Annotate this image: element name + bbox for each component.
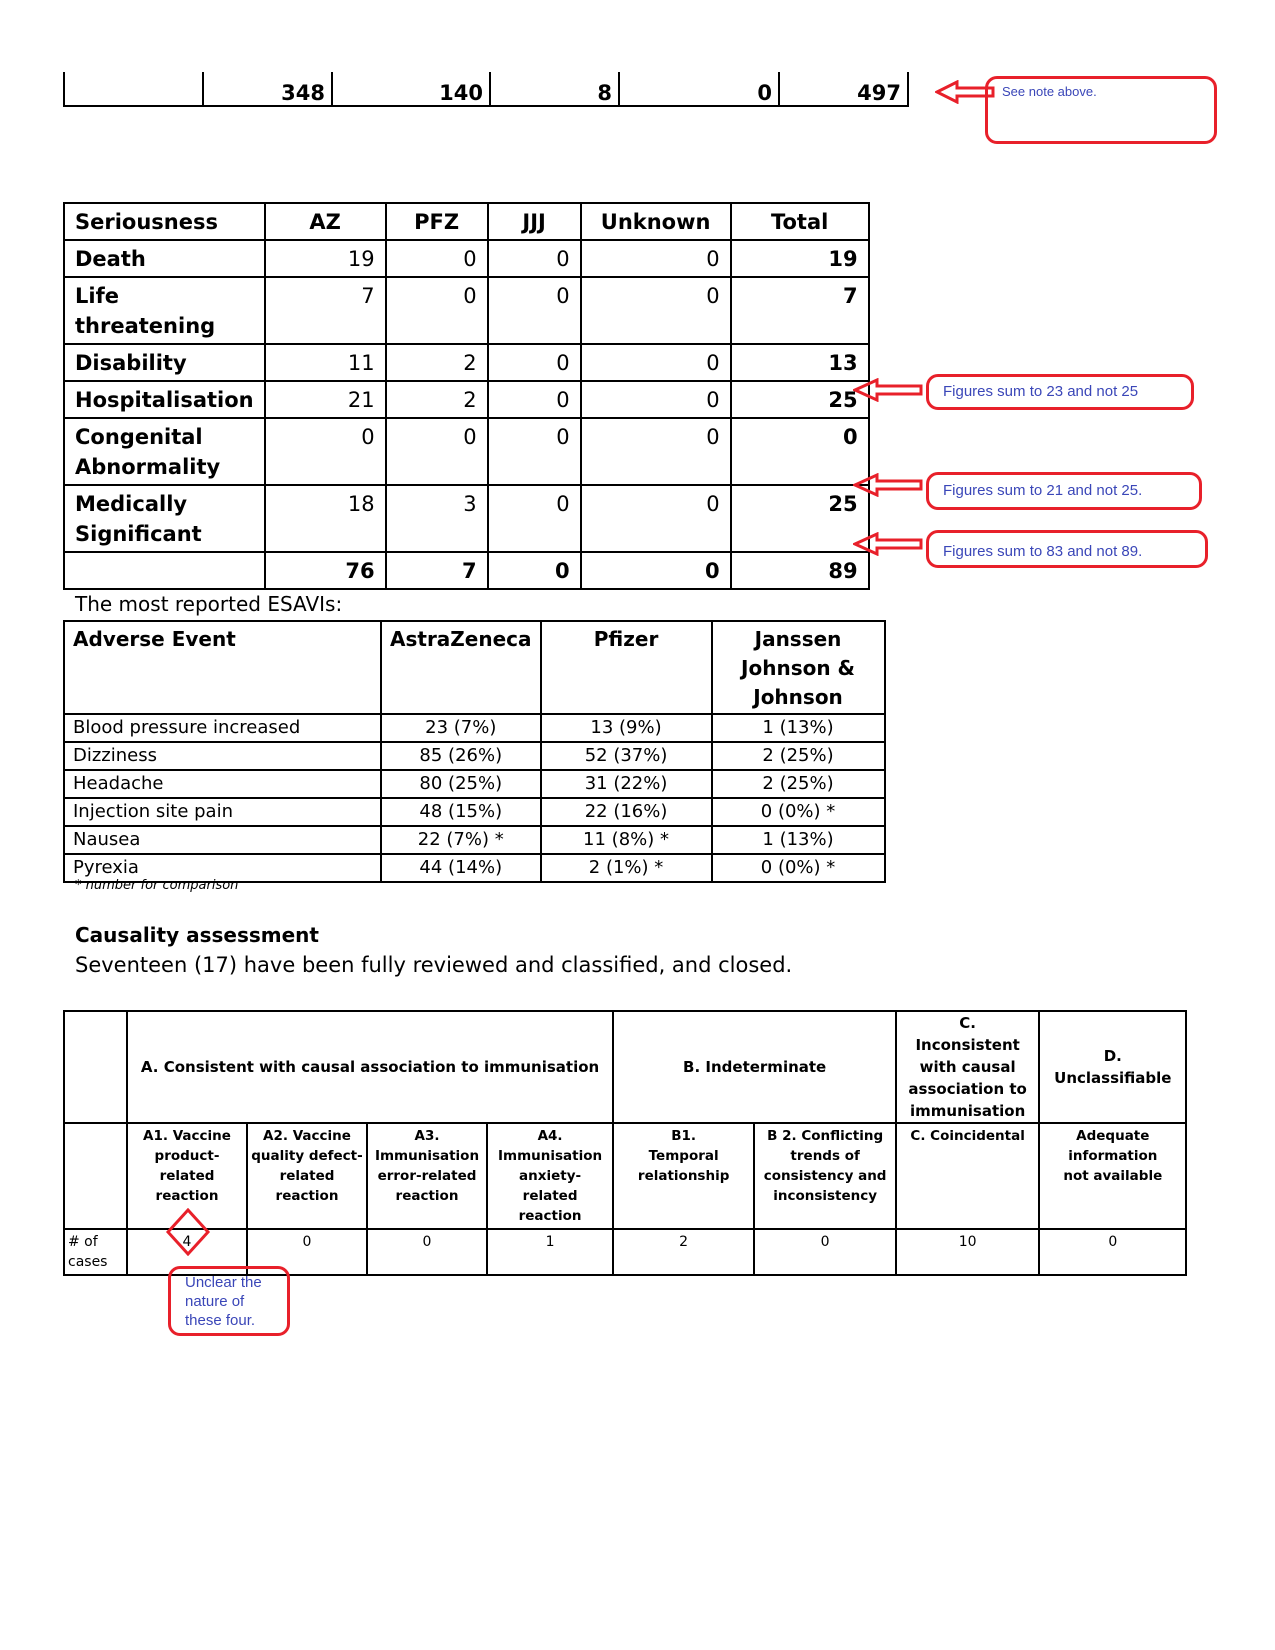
causality-heading: Causality assessment — [75, 923, 319, 947]
subheader-row — [64, 1123, 1186, 1229]
annotation-note-top — [985, 76, 1217, 144]
table-row — [64, 826, 885, 854]
row-label: Disability — [64, 344, 265, 381]
table-cell: 0 (0%) * — [712, 798, 885, 826]
total-cell: 7 — [731, 277, 869, 344]
row-label: Pyrexia — [64, 854, 381, 882]
table-cell: 0 — [581, 277, 731, 344]
count-cell: 0 — [1039, 1229, 1186, 1275]
total-cell: 19 — [731, 240, 869, 277]
total-cell: 25 — [731, 381, 869, 418]
table-cell: 2 — [386, 344, 488, 381]
column-header: Total — [731, 203, 869, 240]
total-cell: 0 — [581, 552, 731, 589]
table-cell: 1 (13%) — [712, 826, 885, 854]
table-cell: 21 — [265, 381, 386, 418]
table-cell: 2 (1%) * — [541, 854, 712, 882]
column-header: AZ — [265, 203, 386, 240]
row-label: Death — [64, 240, 265, 277]
table-cell: 0 — [581, 240, 731, 277]
table-cell: 0 — [488, 240, 581, 277]
table-cell: 0 — [488, 277, 581, 344]
column-header: JJJ — [488, 203, 581, 240]
table-cell: 0 — [581, 381, 731, 418]
table-cell: 1 (13%) — [712, 714, 885, 742]
table-row — [64, 714, 885, 742]
subheader-d: Adequate information not available — [1039, 1123, 1186, 1229]
column-header: AstraZeneca — [381, 621, 541, 714]
table-cell: 22 (7%) * — [381, 826, 541, 854]
subheader-b2: B 2. Conflicting trends of consistency and inconsistency — [754, 1123, 896, 1229]
table-cell: 0 — [488, 418, 581, 485]
arrow-left-icon — [853, 532, 923, 556]
row-label — [64, 552, 265, 589]
column-header: Adverse Event — [64, 621, 381, 714]
row-label: Medically Significant — [64, 485, 265, 552]
annotation-text: Figures sum to 23 and not 25 — [943, 383, 1139, 400]
subheader-a3: A3. Immunisation error-related reaction — [367, 1123, 487, 1229]
seriousness-table — [63, 202, 870, 590]
table-cell: 0 — [488, 381, 581, 418]
table-row — [64, 770, 885, 798]
table-row — [64, 742, 885, 770]
table-cell — [64, 72, 203, 106]
table-row — [64, 72, 908, 106]
table-cell: 11 (8%) * — [541, 826, 712, 854]
top-partial-table — [63, 72, 909, 107]
table-cell: 0 — [488, 485, 581, 552]
count-cell: 0 — [247, 1229, 367, 1275]
count-cell: 10 — [896, 1229, 1039, 1275]
annotation-text: Figures sum to 21 and not 25. — [943, 482, 1143, 499]
column-header: PFZ — [386, 203, 488, 240]
table-cell: 0 — [581, 485, 731, 552]
table-row — [64, 277, 869, 344]
subheader-c: C. Coincidental — [896, 1123, 1039, 1229]
table-cell: 48 (15%) — [381, 798, 541, 826]
row-label: Congenital Abnormality — [64, 418, 265, 485]
table-cell — [64, 1011, 127, 1123]
table-row — [64, 344, 869, 381]
table-cell: 0 — [265, 418, 386, 485]
table-cell: 52 (37%) — [541, 742, 712, 770]
esavi-footnote: * number for comparison — [75, 878, 239, 893]
row-label: Hospitalisation — [64, 381, 265, 418]
table-cell: 13 (9%) — [541, 714, 712, 742]
row-label: Nausea — [64, 826, 381, 854]
total-cell: 13 — [731, 344, 869, 381]
total-cell: 7 — [386, 552, 488, 589]
table-cell: 0 — [386, 277, 488, 344]
column-header: Janssen Johnson & Johnson — [712, 621, 885, 714]
arrow-left-icon — [853, 473, 923, 497]
subheader-a4: A4. Immunisation anxiety-related reaction — [487, 1123, 613, 1229]
annotation-text: Unclear the nature of these four. — [185, 1274, 262, 1329]
table-cell: 0 — [619, 72, 779, 106]
table-row — [64, 485, 869, 552]
row-label: Blood pressure increased — [64, 714, 381, 742]
annotation-note-hospitalisation — [926, 374, 1194, 410]
annotation-note-cases — [168, 1266, 290, 1336]
table-row — [64, 240, 869, 277]
row-label: # of cases — [64, 1229, 127, 1275]
esavi-table — [63, 620, 886, 883]
table-cell — [64, 1123, 127, 1229]
causality-table — [63, 1010, 1187, 1276]
total-cell: 76 — [265, 552, 386, 589]
table-cell: 140 — [332, 72, 490, 106]
table-cell: 3 — [386, 485, 488, 552]
table-cell: 8 — [490, 72, 619, 106]
annotation-text: Figures sum to 83 and not 89. — [943, 543, 1143, 560]
column-header: Seriousness — [64, 203, 265, 240]
count-cell: 0 — [367, 1229, 487, 1275]
table-cell: 80 (25%) — [381, 770, 541, 798]
table-cell: 497 — [779, 72, 908, 106]
table-cell: 22 (16%) — [541, 798, 712, 826]
group-header-a: A. Consistent with causal association to immunisation — [127, 1011, 613, 1123]
table-cell: 348 — [203, 72, 332, 106]
subheader-a2: A2. Vaccine quality defect-related reaction — [247, 1123, 367, 1229]
subheader-a1: A1. Vaccine product-related reaction — [127, 1123, 247, 1229]
table-cell: 2 (25%) — [712, 742, 885, 770]
esavi-caption: The most reported ESAVIs: — [75, 592, 343, 616]
column-header: Pfizer — [541, 621, 712, 714]
table-cell: 31 (22%) — [541, 770, 712, 798]
column-header: Unknown — [581, 203, 731, 240]
row-label: Headache — [64, 770, 381, 798]
count-cell: 4 — [127, 1229, 247, 1275]
table-cell: 0 — [581, 344, 731, 381]
table-cell: 0 — [488, 344, 581, 381]
annotation-text: See note above. — [1002, 84, 1097, 99]
table-cell: 23 (7%) — [381, 714, 541, 742]
count-cell: 1 — [487, 1229, 613, 1275]
table-cell: 19 — [265, 240, 386, 277]
table-cell: 0 — [386, 418, 488, 485]
subheader-b1: B1. Temporal relationship — [613, 1123, 754, 1229]
table-cell: 85 (26%) — [381, 742, 541, 770]
table-row — [64, 418, 869, 485]
count-cell: 2 — [613, 1229, 754, 1275]
table-cell: 0 — [386, 240, 488, 277]
annotation-note-totals — [926, 530, 1208, 568]
table-cell: 0 (0%) * — [712, 854, 885, 882]
table-cell: 2 (25%) — [712, 770, 885, 798]
row-label: Life threatening — [64, 277, 265, 344]
group-header-c: C. Inconsistent with causal association to immunisation — [896, 1011, 1039, 1123]
causality-text: Seventeen (17) have been fully reviewed and classified, and closed. — [75, 953, 793, 977]
count-cell: 0 — [754, 1229, 896, 1275]
group-header-b: B. Indeterminate — [613, 1011, 896, 1123]
table-cell: 11 — [265, 344, 386, 381]
table-header-row — [64, 203, 869, 240]
diamond-highlight-icon — [164, 1208, 212, 1256]
totals-row — [64, 552, 869, 589]
table-header-row — [64, 621, 885, 714]
table-cell: 44 (14%) — [381, 854, 541, 882]
table-cell: 2 — [386, 381, 488, 418]
table-cell: 7 — [265, 277, 386, 344]
table-cell: 0 — [581, 418, 731, 485]
total-cell: 89 — [731, 552, 869, 589]
group-header-row — [64, 1011, 1186, 1123]
arrow-left-icon — [853, 378, 923, 402]
table-cell: 18 — [265, 485, 386, 552]
group-header-d: D. Unclassifiable — [1039, 1011, 1186, 1123]
total-cell: 0 — [731, 418, 869, 485]
row-label: Dizziness — [64, 742, 381, 770]
row-label: Injection site pain — [64, 798, 381, 826]
annotation-note-medically-significant — [926, 472, 1202, 510]
table-row — [64, 798, 885, 826]
total-cell: 0 — [488, 552, 581, 589]
table-row — [64, 381, 869, 418]
total-cell: 25 — [731, 485, 869, 552]
